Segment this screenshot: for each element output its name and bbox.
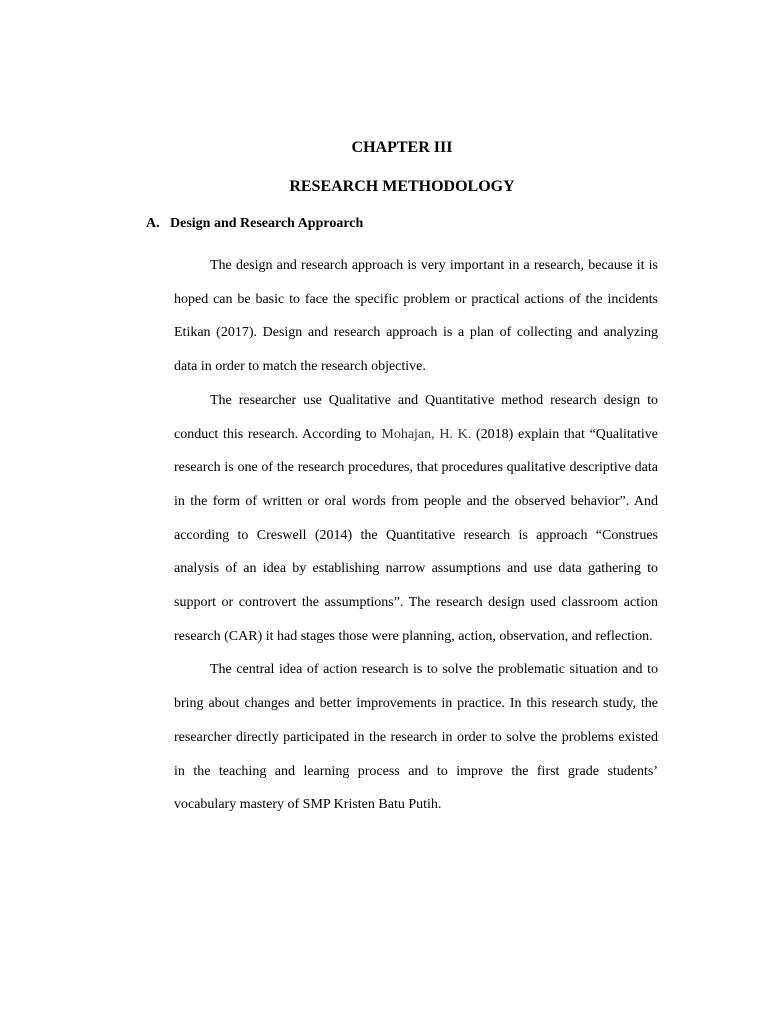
chapter-subtitle: RESEARCH METHODOLOGY (289, 178, 515, 195)
body-text (174, 249, 658, 822)
section-marker: A. (146, 216, 160, 231)
paragraph-design-approach: The design and research approach is very important in a research, because it is hoped can be basic to face the specific problem or practical actions of the incidents Etikan (2017). Design and research approach is a plan of collecting and analyzing data in order to match the research objective. (174, 258, 658, 375)
section-heading-text: Design and Research Approarch (170, 216, 364, 231)
citation-link[interactable]: Mohajan, H. K. (381, 426, 472, 442)
paragraph-text: (2018) explain that “Qualitative research is one of the research procedures, that procedures qualitative descriptive data in the form of written or oral words from people and the observed behavior”. And according to Creswell (2014) the Quantitative research is approach “Construes analysis of an idea by establishing narrow assumptions and use data gathering to support or controvert the assumptions”. The research design used classroom action research (CAR) it had stages those were planning, action, observation, and reflection. (174, 426, 658, 644)
section-heading (146, 215, 363, 233)
paragraph-research-method (174, 384, 658, 654)
paragraph-action-research: The central idea of action research is to solve the problematic situation and to bring about changes and better improvements in practice. In this research study, the researcher directly participated in the research in order to solve the problems existed in the teaching and learning process and to improve the first grade students’ vocabulary mastery of SMP Kristen Batu Putih. (174, 662, 658, 813)
paragraph-text: The researcher use Qualitative and Quantitative method research design to conduct this research. According to (174, 392, 658, 442)
chapter-title: CHAPTER III (351, 139, 453, 156)
